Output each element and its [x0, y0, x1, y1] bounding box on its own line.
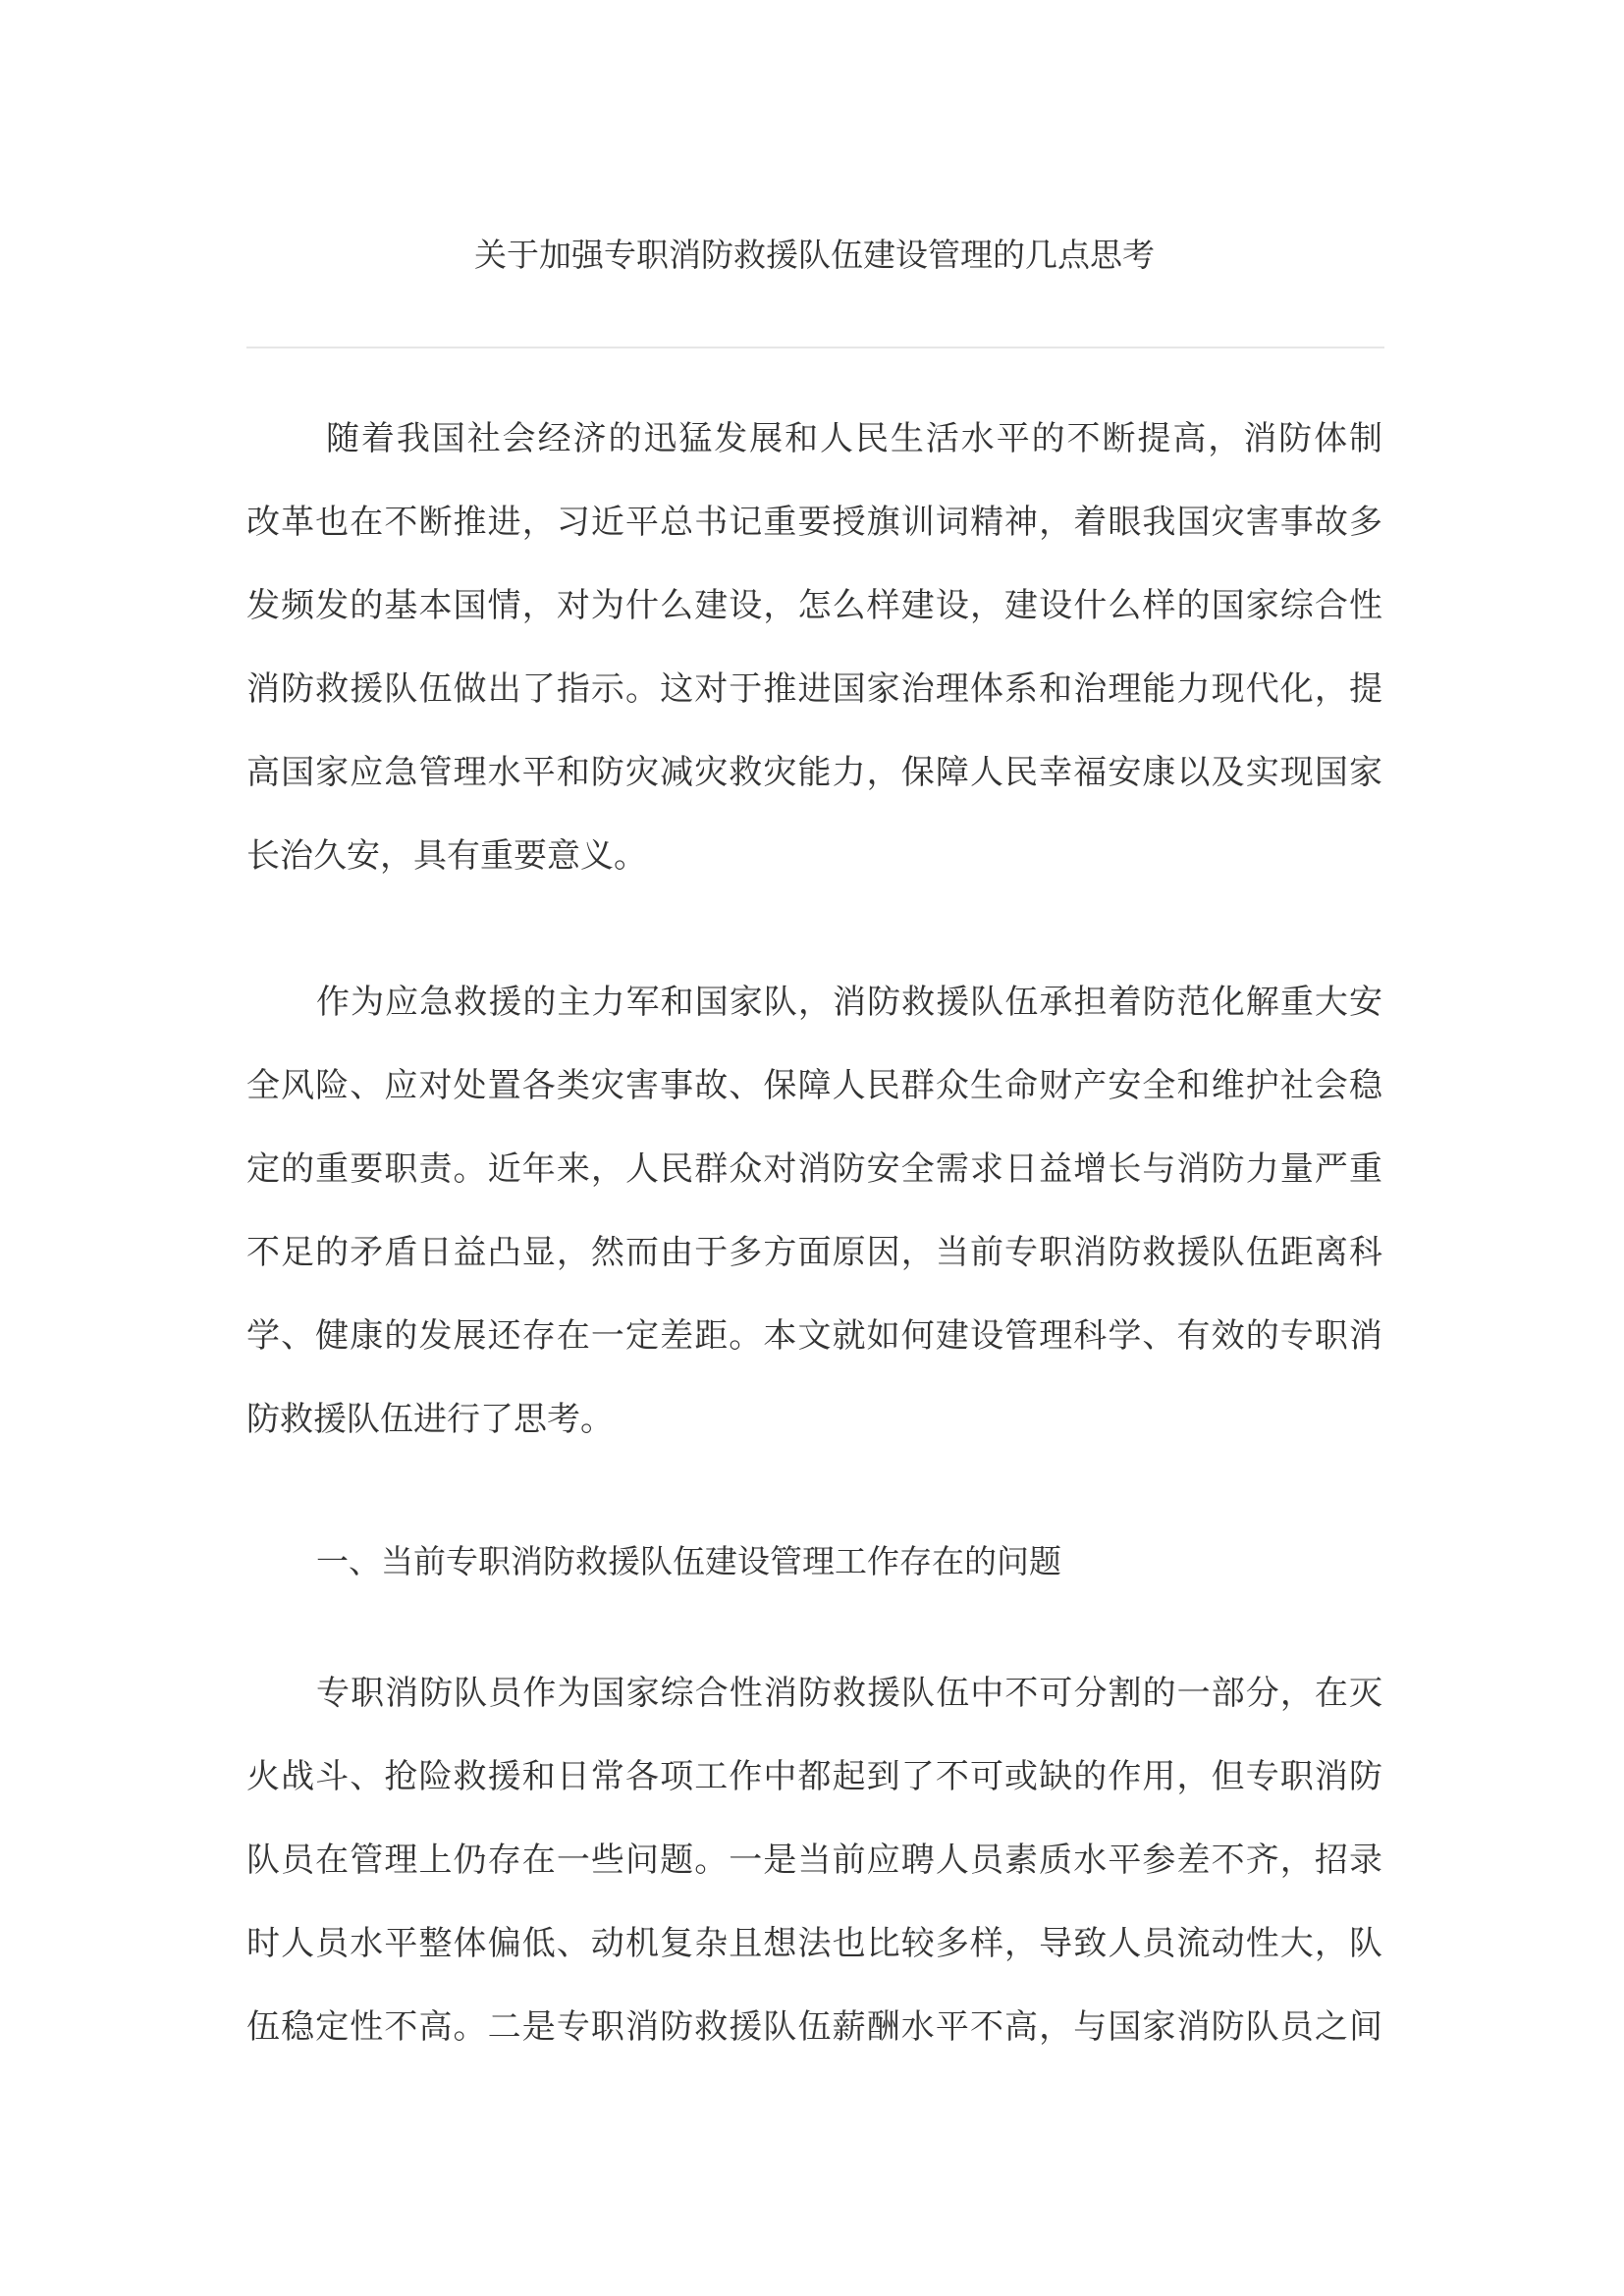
- paragraph-line: 不足的矛盾日益凸显，然而由于多方面原因，当前专职消防救援队伍距离科: [246, 1233, 1382, 1272]
- section-heading: 一、当前专职消防救援队伍建设管理工作存在的问题: [316, 1542, 1061, 1580]
- paragraph-line: 消防救援队伍做出了指示。这对于推进国家治理体系和治理能力现代化，提: [246, 669, 1382, 709]
- paragraph-line: 防救援队伍进行了思考。: [246, 1400, 614, 1439]
- paragraph-intro: [246, 398, 1382, 898]
- paragraph-line: 改革也在不断推进，习近平总书记重要授旗训词精神，着眼我国灾害事故多: [246, 503, 1382, 542]
- paragraph-line: 作为应急救援的主力军和国家队，消防救援队伍承担着防范化解重大安: [316, 983, 1382, 1022]
- paragraph-line: 随着我国社会经济的迅猛发展和人民生活水平的不断提高，消防体制: [326, 419, 1382, 458]
- document-title: 关于加强专职消防救援队伍建设管理的几点思考: [474, 236, 1155, 274]
- paragraph-line: 高国家应急管理水平和防灾减灾救灾能力，保障人民幸福安康以及实现国家: [246, 753, 1382, 792]
- paragraph-line: 火战斗、抢险救援和日常各项工作中都起到了不可或缺的作用，但专职消防: [246, 1757, 1382, 1796]
- paragraph-line: 伍稳定性不高。二是专职消防救援队伍薪酬水平不高，与国家消防队员之间: [246, 2007, 1382, 2047]
- paragraph-line: 时人员水平整体偏低、动机复杂且想法也比较多样，导致人员流动性大，队: [246, 1924, 1382, 1963]
- paragraph-line: 队员在管理上仍存在一些问题。一是当前应聘人员素质水平参差不齐，招录: [246, 1841, 1382, 1880]
- paragraph-line: 发频发的基本国情，对为什么建设，怎么样建设，建设什么样的国家综合性: [246, 586, 1382, 625]
- paragraph-line: 全风险、应对处置各类灾害事故、保障人民群众生命财产安全和维护社会稳: [246, 1066, 1382, 1105]
- paragraph-line: 定的重要职责。近年来，人民群众对消防安全需求日益增长与消防力量严重: [246, 1149, 1382, 1189]
- paragraph-line: 长治久安，具有重要意义。: [246, 836, 647, 876]
- paragraph-line: 学、健康的发展还存在一定差距。本文就如何建设管理科学、有效的专职消: [246, 1316, 1382, 1356]
- paragraph-line: 专职消防队员作为国家综合性消防救援队伍中不可分割的一部分，在灭: [316, 1674, 1382, 1713]
- paragraph-background: [246, 961, 1382, 1462]
- paragraph-problems: [246, 1652, 1382, 2069]
- title-divider: [246, 347, 1384, 348]
